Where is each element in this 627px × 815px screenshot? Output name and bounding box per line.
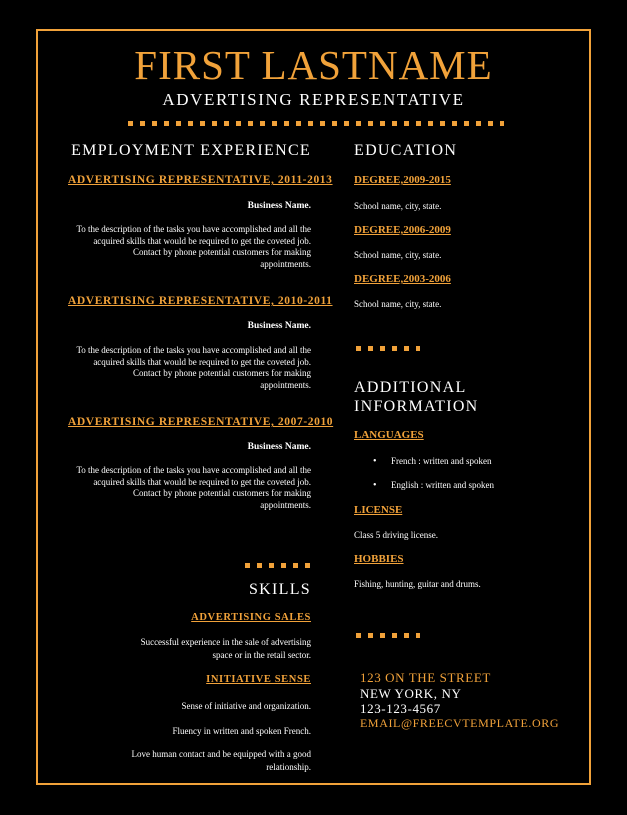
skills-heading: SKILLS xyxy=(248,581,311,598)
skill-description: Fluency in written and spoken French. xyxy=(172,726,311,736)
business-name: Business Name. xyxy=(247,201,311,211)
job-title: ADVERTISING REPRESENTATIVE, 2011-2013 xyxy=(68,174,333,186)
degree-title: DEGREE,2009-2015 xyxy=(354,174,451,186)
skill-title: ADVERTISING SALES xyxy=(191,612,311,623)
skill-description: space or in the retail sector. xyxy=(212,650,311,660)
language-item: • French : written and spoken xyxy=(391,456,491,466)
job-description-text: Contact by phone potential customers for making appointments. xyxy=(133,488,311,510)
job-description-text: To the description of the tasks you have accomplished and all the acquired skills that would be required to get the coveted job. xyxy=(76,465,311,487)
hobbies-title: HOBBIES xyxy=(354,553,404,565)
business-name: Business Name. xyxy=(247,442,311,452)
job-title: ADVERTISING REPRESENTATIVE, 2010-2011 xyxy=(68,295,333,307)
hobbies-text: Fishing, hunting, guitar and drums. xyxy=(354,579,481,589)
additional-heading xyxy=(354,378,479,416)
education-heading: EDUCATION xyxy=(354,142,458,159)
job-description-text: Contact by phone potential customers for making appointments. xyxy=(133,368,311,390)
job-title: ADVERTISING REPRESENTATIVE, 2007-2010 xyxy=(68,416,334,428)
skill-title: INITIATIVE SENSE xyxy=(206,674,311,685)
header-divider-dots xyxy=(128,121,504,126)
contact-street: 123 ON THE STREET xyxy=(360,670,491,685)
degree-title: DEGREE,2006-2009 xyxy=(354,224,451,236)
language-item: • English : written and spoken xyxy=(391,480,494,490)
business-name: Business Name. xyxy=(247,321,311,331)
skill-description: Love human contact and be equipped with a good xyxy=(131,749,311,759)
languages-title: LANGUAGES xyxy=(354,429,424,441)
skill-description: Sense of initiative and organization. xyxy=(181,701,311,711)
contact-city: NEW YORK, NY xyxy=(360,686,462,701)
skill-description: Successful experience in the sale of advertising xyxy=(140,637,311,647)
contact-divider-dots xyxy=(356,633,420,638)
additional-heading-line: ADDITIONAL xyxy=(354,379,467,396)
resume-name: FIRST LASTNAME xyxy=(134,42,493,88)
job-description xyxy=(58,224,311,270)
job-description-text: To the description of the tasks you have accomplished and all the acquired skills that would be required to get the coveted job. xyxy=(76,224,311,246)
job-description-text: Contact by phone potential customers for making appointments. xyxy=(133,247,311,269)
additional-heading-line: INFORMATION xyxy=(354,398,479,415)
degree-title: DEGREE,2003-2006 xyxy=(354,273,451,285)
school-name: School name, city, state. xyxy=(354,250,442,260)
additional-divider-dots xyxy=(356,346,420,351)
skills-divider-dots xyxy=(245,563,311,568)
school-name: School name, city, state. xyxy=(354,201,442,211)
job-description xyxy=(58,465,311,511)
resume-job-title: ADVERTISING REPRESENTATIVE xyxy=(162,90,465,109)
job-description xyxy=(58,345,311,391)
license-title: LICENSE xyxy=(354,504,403,516)
contact-email[interactable]: EMAIL@FREECVTEMPLATE.ORG xyxy=(360,716,560,730)
job-description-text: To the description of the tasks you have accomplished and all the acquired skills that would be required to get the coveted job. xyxy=(76,345,311,367)
school-name: School name, city, state. xyxy=(354,299,442,309)
license-text: Class 5 driving license. xyxy=(354,530,438,540)
employment-heading: EMPLOYMENT EXPERIENCE xyxy=(71,142,311,159)
skill-description: relationship. xyxy=(266,762,311,772)
contact-phone: 123-123-4567 xyxy=(360,701,441,716)
